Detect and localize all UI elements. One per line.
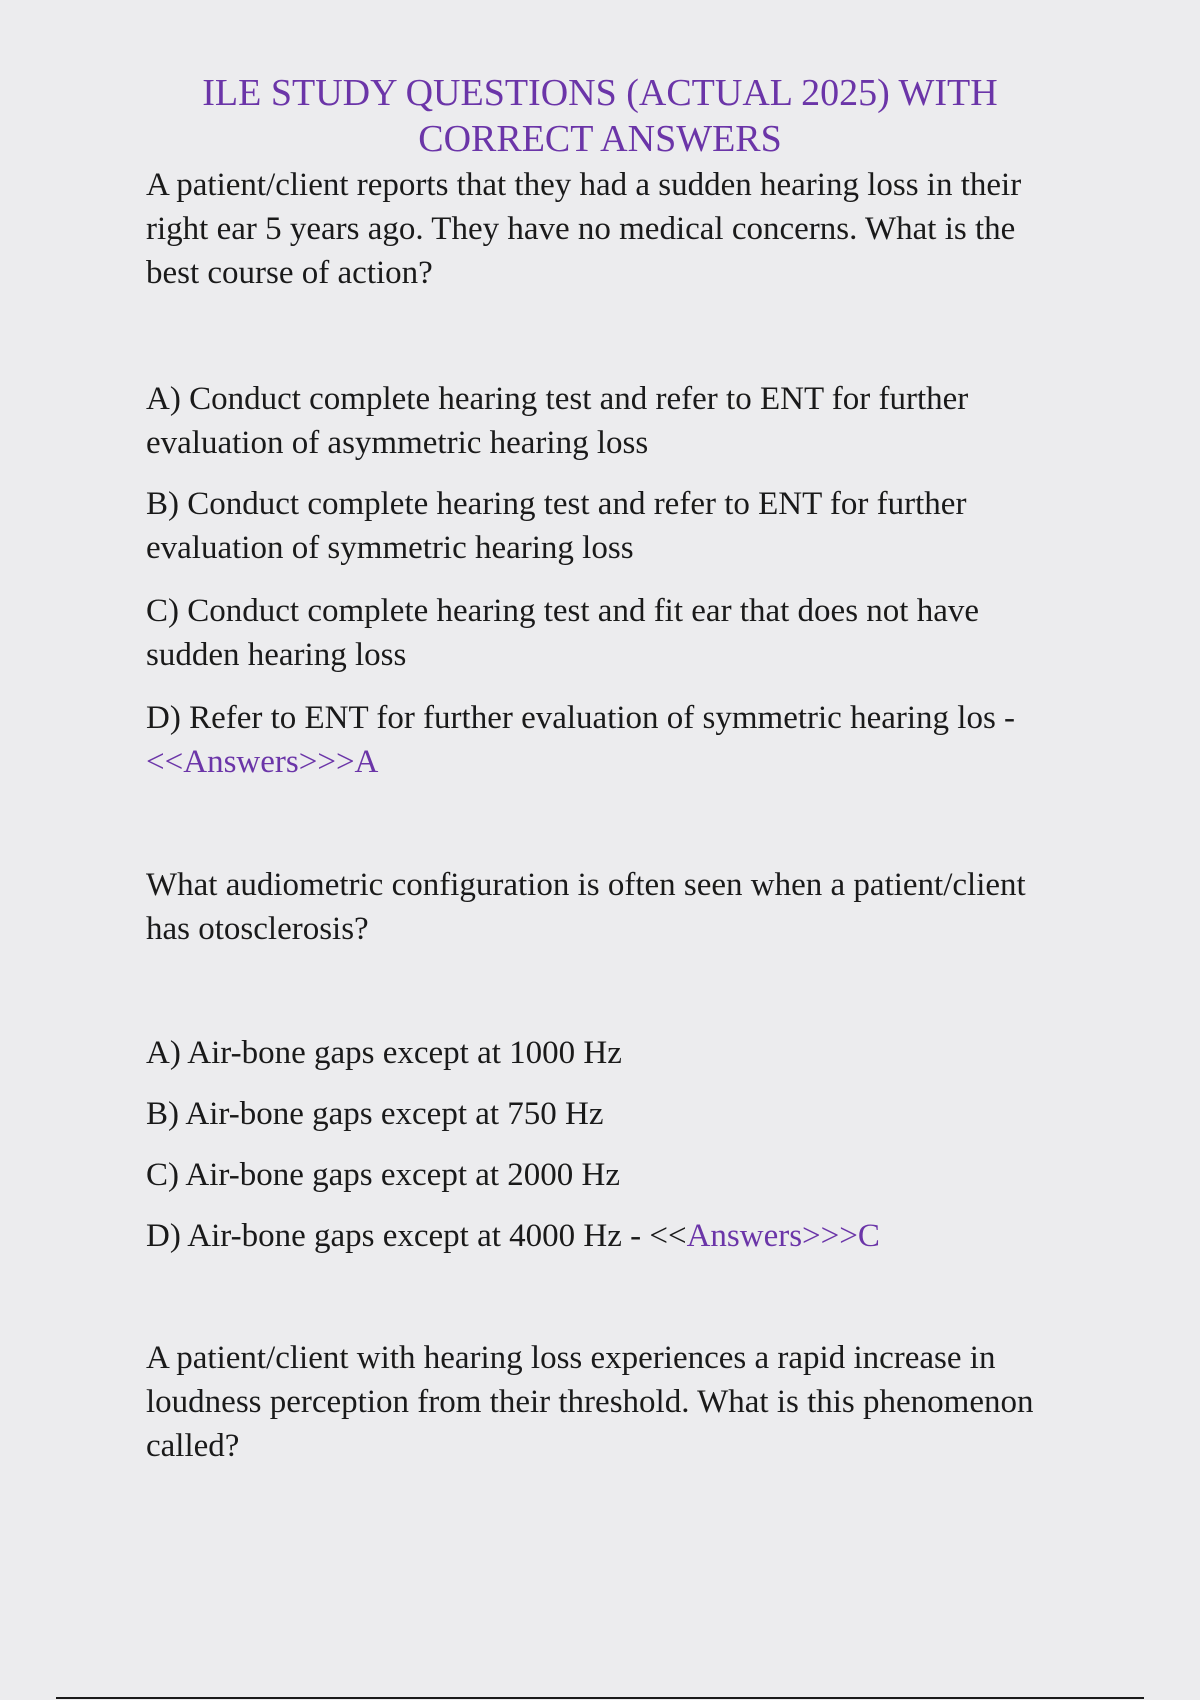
footer-divider	[56, 1697, 1144, 1699]
question-3-prompt: A patient/client with hearing loss experiences a rapid increase in loudness perception from their threshold. What is this phenomenon called?	[146, 1340, 1034, 1464]
question-2-option-c: C) Air-bone gaps except at 2000 Hz	[146, 1157, 621, 1193]
question-1-answer-label: Answers>>>A	[183, 744, 379, 780]
title-line-1: ILE STUDY QUESTIONS (ACTUAL 2025) WITH	[202, 72, 998, 114]
question-2-option-a: A) Air-bone gaps except at 1000 Hz	[146, 1035, 622, 1071]
question-2-option-d	[146, 1214, 1066, 1258]
document-title	[100, 70, 1100, 162]
question-2-option-d-text: D) Air-bone gaps except at 4000 Hz - <<	[146, 1218, 687, 1254]
question-1-answer	[146, 744, 378, 780]
question-1-option-c: C) Conduct complete hearing test and fit ear that does not have sudden hearing loss	[146, 593, 979, 673]
question-1-option-a: A) Conduct complete hearing test and refer to ENT for further evaluation of asymmetric hearing loss	[146, 381, 969, 461]
question-1-option-d-text: D) Refer to ENT for further evaluation of symmetric hearing los -	[146, 700, 1016, 736]
question-1-option-d	[146, 696, 1066, 784]
title-line-2: CORRECT ANSWERS	[418, 118, 782, 160]
question-1-option-b: B) Conduct complete hearing test and refer to ENT for further evaluation of symmetric hearing loss	[146, 486, 967, 566]
question-2-option-b: B) Air-bone gaps except at 750 Hz	[146, 1096, 604, 1132]
question-2-prompt: What audiometric configuration is often seen when a patient/client has otosclerosis?	[146, 867, 1026, 947]
question-2-answer-label: Answers>>>C	[686, 1218, 880, 1254]
question-1-prompt: A patient/client reports that they had a sudden hearing loss in their right ear 5 years ago. They have no medical concerns. What is the best course of action?	[146, 167, 1022, 291]
question-1-answer-prefix: <<	[146, 744, 184, 780]
